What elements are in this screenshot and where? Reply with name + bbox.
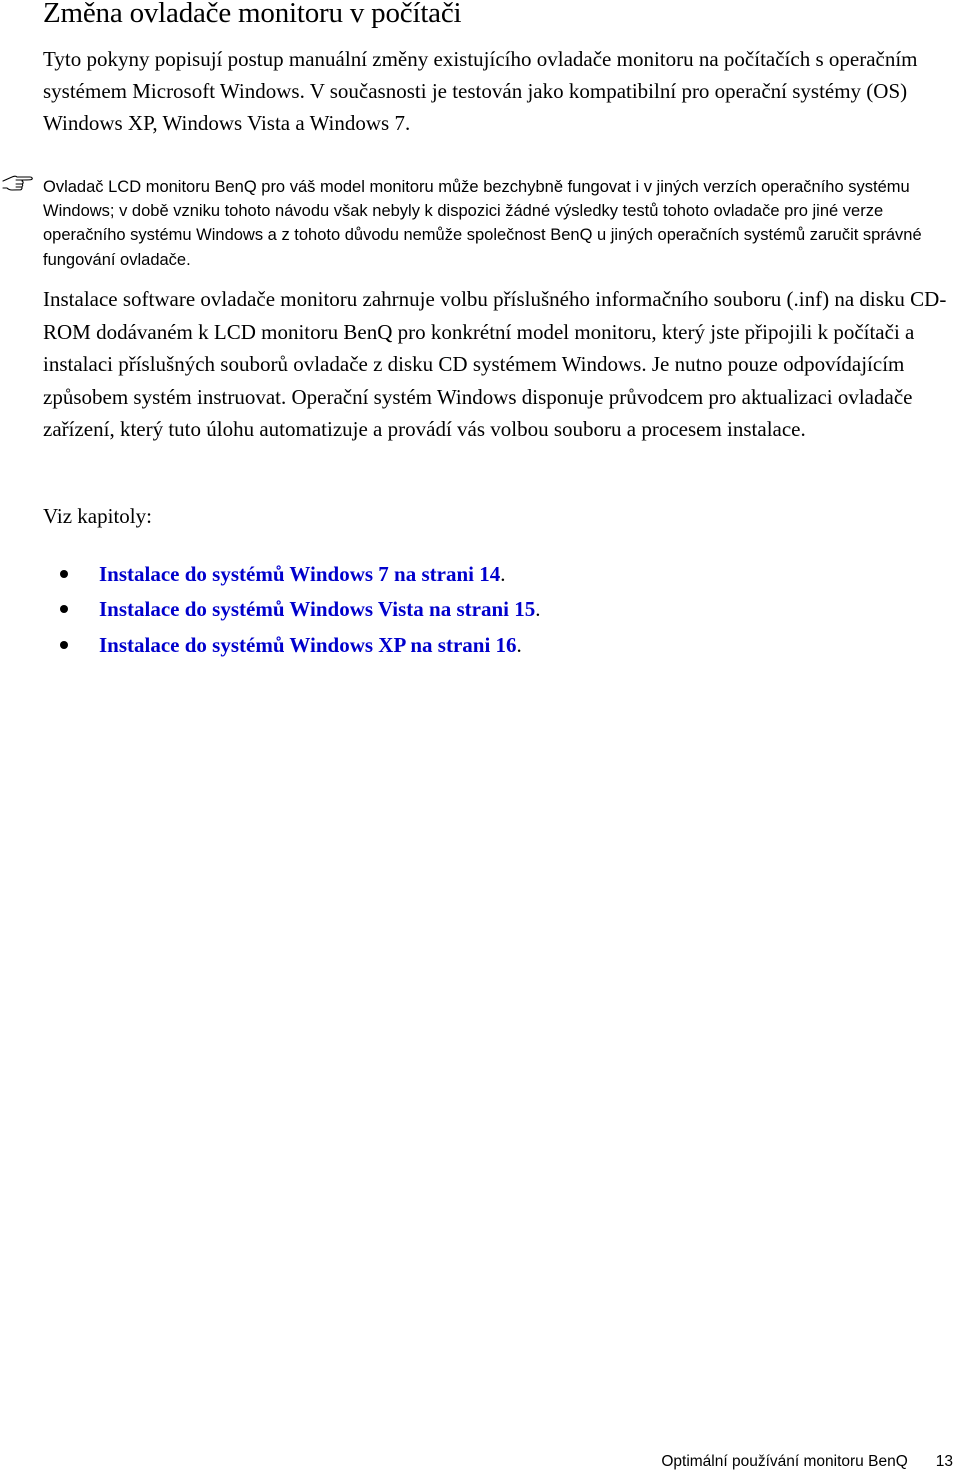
see-chapters-label: Viz kapitoly:	[43, 504, 152, 528]
link-suffix: .	[516, 632, 522, 657]
intro-paragraph: Tyto pokyny popisují postup manuální změny existujícího ovladače monitoru na počítačích s operačním systémem Microsoft Windows. V současnosti je testován jako kompatibilní pro operační systémy (OS) Windows XP, Windows Vista a Windows 7.	[43, 47, 918, 135]
link-suffix: .	[535, 597, 541, 622]
link-windows-xp[interactable]: Instalace do systémů Windows XP na strani 16	[99, 632, 517, 657]
bullet-icon	[60, 641, 68, 649]
list-item	[0, 558, 900, 593]
bullet-icon	[60, 605, 68, 613]
page-footer	[661, 1452, 953, 1472]
link-windows-7[interactable]: Instalace do systémů Windows 7 na strani 14	[99, 562, 501, 586]
list-item-text	[99, 593, 540, 625]
link-suffix: .	[500, 562, 506, 586]
chapter-link-list	[0, 558, 900, 664]
page-title: Změna ovladače monitoru v počítači	[43, 0, 462, 29]
list-item-text	[99, 558, 505, 590]
body-paragraph: Instalace software ovladače monitoru zahrnuje volbu příslušného informačního souboru (.inf) na disku CD-ROM dodávaném k LCD monitoru BenQ pro konkrétní model monitoru, který jste připojili k počítači a instalaci příslušných souborů ovladače z disku CD systémem Windows. Je nutno pouze odpovídajícím způsobem systém instruovat. Operační systém Windows disponuje průvodcem pro aktualizaci ovladače zařízení, který tuto úlohu automatizuje a provádí vás volbou souboru a procesem instalace.	[43, 287, 947, 441]
link-windows-vista[interactable]: Instalace do systémů Windows Vista na strani 15	[99, 597, 536, 622]
note-text: Ovladač LCD monitoru BenQ pro váš model monitoru může bezchybně fungovat i v jiných verzích operačního systému Windows; v době vzniku tohoto návodu však nebyly k dispozici žádné výsledky testů tohoto ovladače pro jiné verze operačního systému Windows a z tohoto důvodu nemůže společnost BenQ u jiných operačních systémů zaručit správné fungování ovladače.	[43, 178, 922, 269]
pointing-hand-icon	[2, 172, 34, 194]
list-item	[0, 629, 900, 664]
list-item-text	[99, 629, 522, 661]
footer-title: Optimální používání monitoru BenQ	[661, 1453, 908, 1470]
bullet-icon	[60, 570, 68, 578]
page-number: 13	[935, 1453, 953, 1470]
list-item	[0, 593, 900, 628]
